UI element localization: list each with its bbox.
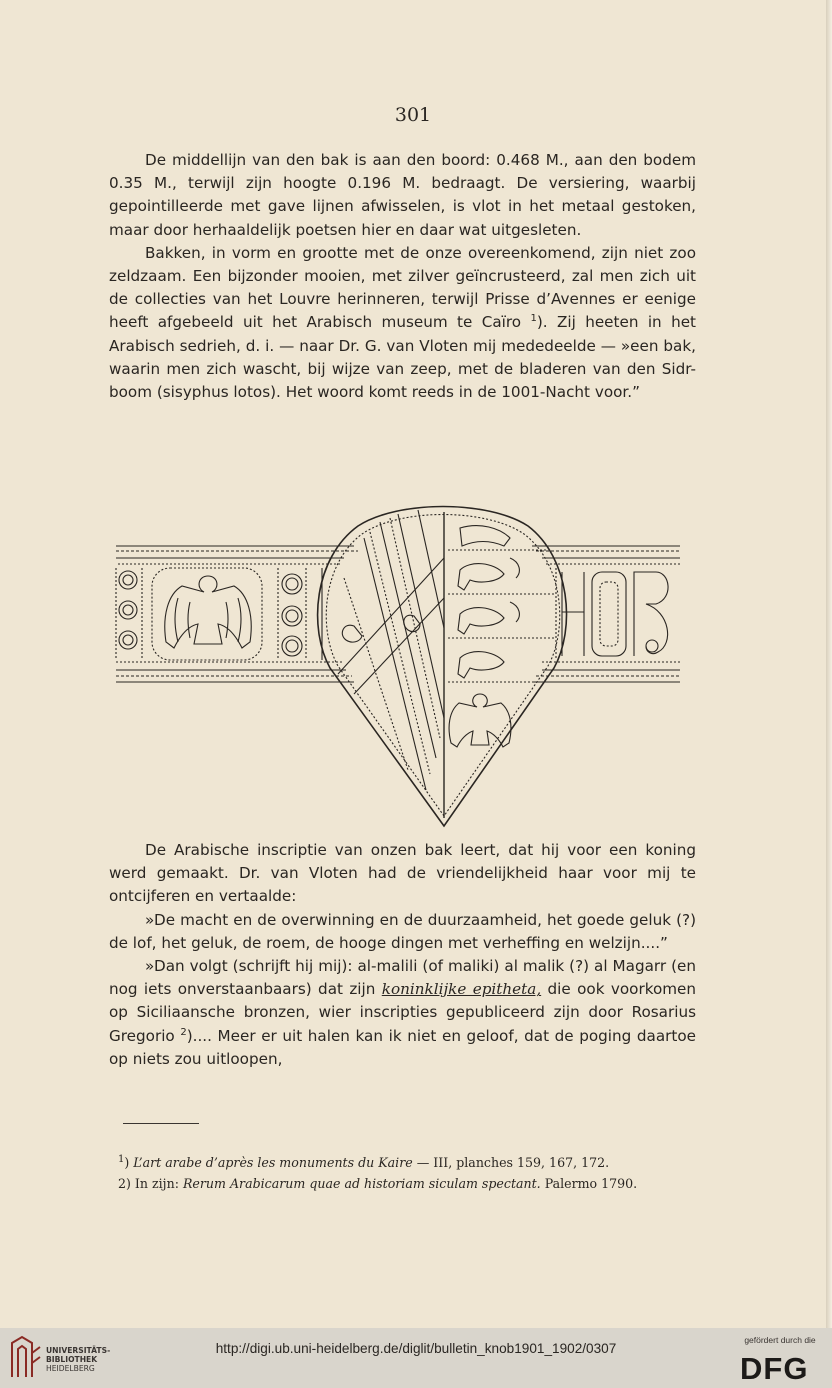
footnote-ref-1[interactable]: 1 — [530, 313, 537, 325]
footnote-2 — [118, 1173, 698, 1194]
text-block-top — [109, 149, 696, 404]
footnote-1-mark: 1 — [118, 1153, 125, 1165]
library-line-2: BIBLIOTHEK — [46, 1355, 98, 1364]
library-line-1: UNIVERSITÄTS- — [46, 1346, 111, 1355]
paragraph-dimensions: De middellijn van den bak is aan den boord: 0.468 M., aan den bodem 0.35 M., terwijl zijn hoogte 0.196 M. bedraagt. De versiering, waarbij gepointilleerde met gave lijnen afwisselen, is vlot in het metaal gestoken, maar door herhaaldelijk poetsen hier en daar wat uitgesleten. — [109, 151, 696, 239]
paragraph-epitheta-part-2: die ook voorkomen op Siciliaansche bronzen, wier inscripties gepubliceerd zijn door Rosarius Gregorio — [109, 980, 697, 1045]
footnote-divider — [123, 1123, 199, 1124]
paragraph-bakken-part-1: Bakken, in vorm en grootte met de onze overeenkomend, zijn niet zoo zeldzaam. Een bijzonder mooien, met zilver geïncrusteerd, zal men zich uit de collecties van het Louvre herinneren, terwijl Prisse d’Avennes er eenige heeft afgebeeld uit het Arabisch museum te Caïro — [109, 243, 696, 332]
footnotes — [118, 1152, 698, 1194]
footnote-ref-2[interactable]: 2 — [180, 1026, 187, 1038]
footnote-2-mark: 2 — [118, 1176, 127, 1191]
funding-note: gefördert durch die — [744, 1335, 816, 1345]
page-number: 301 — [394, 104, 432, 126]
paragraph-bakken-part-2: ). Zij heeten in het Arabisch sedrieh, d. i. — naar Dr. G. van Vloten mij mededeelde — »een bak, waarin men zich wascht, bij wijze van zeep, met de bladeren van den Sidr-boom (sisyphus lotos). Het woord komt reeds in de 1001-Nacht voor.” — [109, 313, 696, 402]
footnote-1-rest: — III, planches 159, 167, 172. — [412, 1155, 610, 1170]
epitheta-emphasis: koninklijke epitheta, — [381, 980, 542, 999]
paragraph-translation: »De macht en de overwinning en de duurzaamheid, het goede geluk (?) de lof, het geluk, de roem, de hooge dingen met verheffing en welzijn....” — [109, 910, 696, 952]
dfg-logo: DFG — [740, 1351, 809, 1386]
paragraph-inscription: De Arabische inscriptie van onzen bak leert, dat hij voor een koning werd gemaakt. Dr. van Vloten had de vriendelijkheid haar voor mij te ontcijferen en vertaalde: — [109, 841, 696, 906]
heraldic-band-figure — [108, 498, 684, 830]
footnote-1: $^1$) L’art arabe d’après les monuments du Kaire — III, planches 159, 167, 172. — [118, 1153, 610, 1170]
page-edge — [826, 0, 832, 1328]
paragraph-bakken — [109, 242, 696, 404]
paragraph-epitheta — [109, 955, 696, 1071]
footnote-1-title: L’art arabe d’après les monuments du Kaire — [133, 1155, 413, 1170]
footnote-2-rest: Palermo 1790. — [540, 1176, 638, 1191]
footnote-2-pre: ) In zijn: — [126, 1176, 183, 1191]
text-block-bottom — [109, 839, 696, 1071]
paragraph-epitheta-part-1: »Dan volgt (schrijft hij mij): al-malili (of maliki) al malik (?) al Magarr (en nog iets onverstaanbaars) dat zijn — [109, 957, 696, 999]
footnote-2-title: Rerum Arabicarum quae ad historiam siculam spectant. — [182, 1176, 541, 1191]
paragraph-epitheta-part-3: ).... Meer er uit halen kan ik niet en geloof, dat de poging daartoe op niets zou uitloopen, — [109, 1026, 696, 1068]
library-line-3: HEIDELBERG — [46, 1364, 95, 1373]
permalink-url[interactable]: http://digi.ub.uni-heidelberg.de/diglit/bulletin_knob1901_1902/0307 — [215, 1341, 617, 1356]
footer-bar — [0, 1328, 832, 1388]
